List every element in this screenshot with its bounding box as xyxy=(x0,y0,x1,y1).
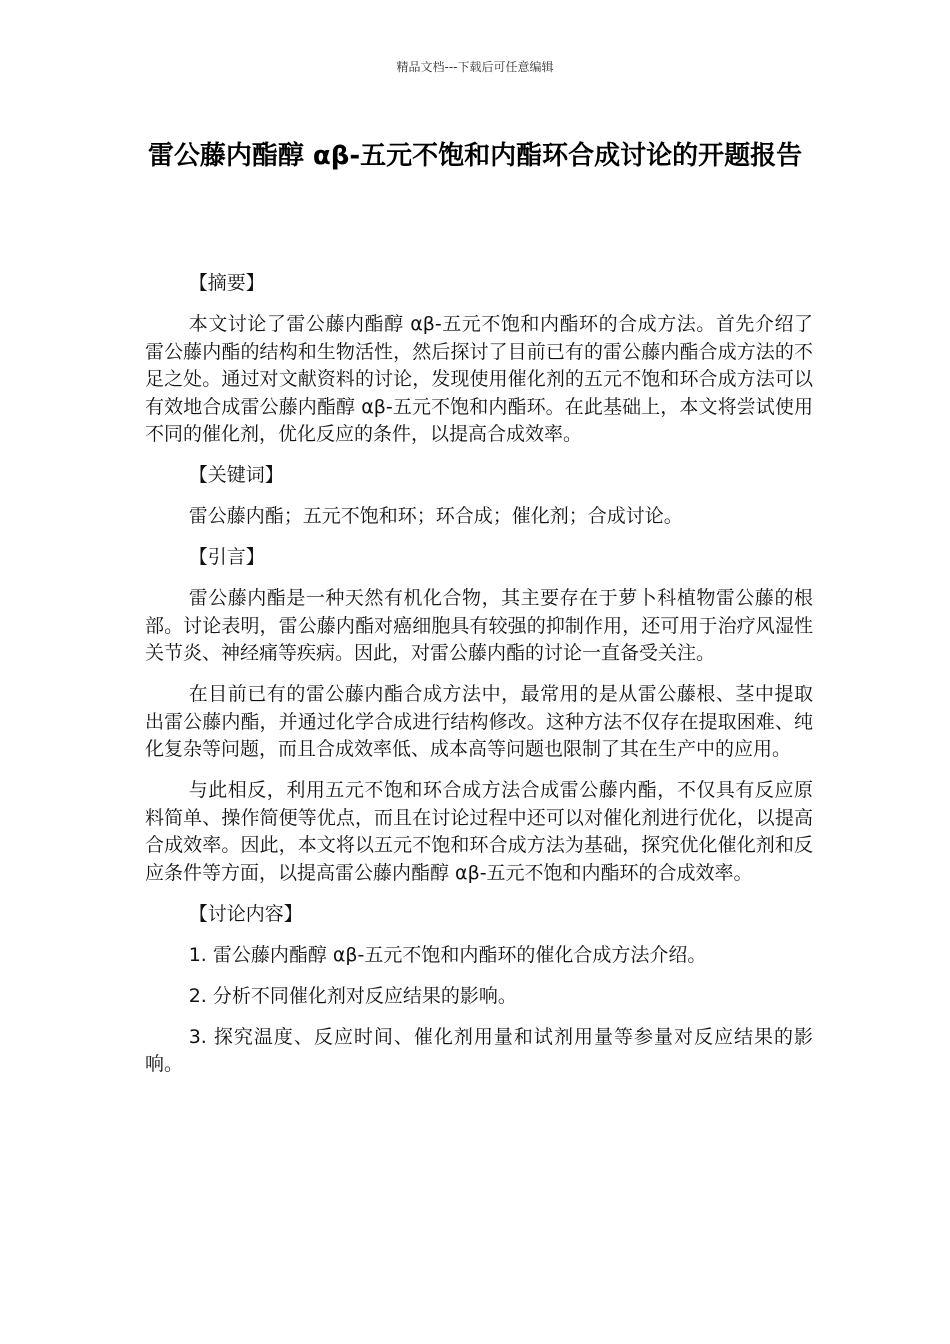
keywords-text: 雷公藤内酯；五元不饱和环；环合成；催化剂；合成讨论。 xyxy=(188,505,683,527)
discussion-item-3: 3. 探究温度、反应时间、催化剂用量和试剂用量等参量对反应结果的影响。 xyxy=(145,1025,813,1075)
abstract-heading: 【摘要】 xyxy=(188,272,265,294)
discussion-heading: 【讨论内容】 xyxy=(188,902,303,925)
intro-paragraph-1: 雷公藤内酯是一种天然有机化合物，其主要存在于萝卜科植物雷公藤的根部。讨论表明，雷公藤内酯对癌细胞具有较强的抑制作用，还可用于治疗风湿性关节炎、神经痛等疾病。因此，对雷公藤内酯的讨论一直备受关注。 xyxy=(145,587,813,664)
discussion-item-2: 2. 分析不同催化剂对反应结果的影响。 xyxy=(188,984,517,1007)
intro-heading: 【引言】 xyxy=(188,546,265,568)
header-note: 精品文档---下载后可任意编辑 xyxy=(396,60,554,74)
abstract-text: 本文讨论了雷公藤内酯醇 αβ-五元不饱和内酯环的合成方法。首先介绍了雷公藤内酯的结构和生物活性，然后探讨了目前已有的雷公藤内酯合成方法的不足之处。通过对文献资料的讨论，发现使用催化剂的五元不饱和环合成方法可以有效地合成雷公藤内酯醇 αβ-五元不饱和内酯环。在此基础上，本文将尝试使用不同的催化剂，优化反应的条件，以提高合成效率。 xyxy=(145,313,813,445)
document-title: 雷公藤内酯醇 αβ-五元不饱和内酯环合成讨论的开题报告 xyxy=(147,141,803,171)
intro-paragraph-2: 在目前已有的雷公藤内酯合成方法中，最常用的是从雷公藤根、茎中提取出雷公藤内酯，并通过化学合成进行结构修改。这种方法不仅存在提取困难、纯化复杂等问题，而且合成效率低、成本高等问题也限制了其在生产中的应用。 xyxy=(145,683,813,760)
document-body xyxy=(145,270,813,1092)
discussion-item-1: 1. 雷公藤内酯醇 αβ-五元不饱和内酯环的催化合成方法介绍。 xyxy=(188,943,707,966)
intro-paragraph-3: 与此相反，利用五元不饱和环合成方法合成雷公藤内酯，不仅具有反应原料简单、操作简便等优点，而且在讨论过程中还可以对催化剂进行优化，以提高合成效率。因此，本文将以五元不饱和环合成方法为基础，探究优化催化剂和反应条件等方面，以提高雷公藤内酯醇 αβ-五元不饱和内酯环的合成效率。 xyxy=(145,779,813,884)
keywords-heading: 【关键词】 xyxy=(188,464,284,486)
